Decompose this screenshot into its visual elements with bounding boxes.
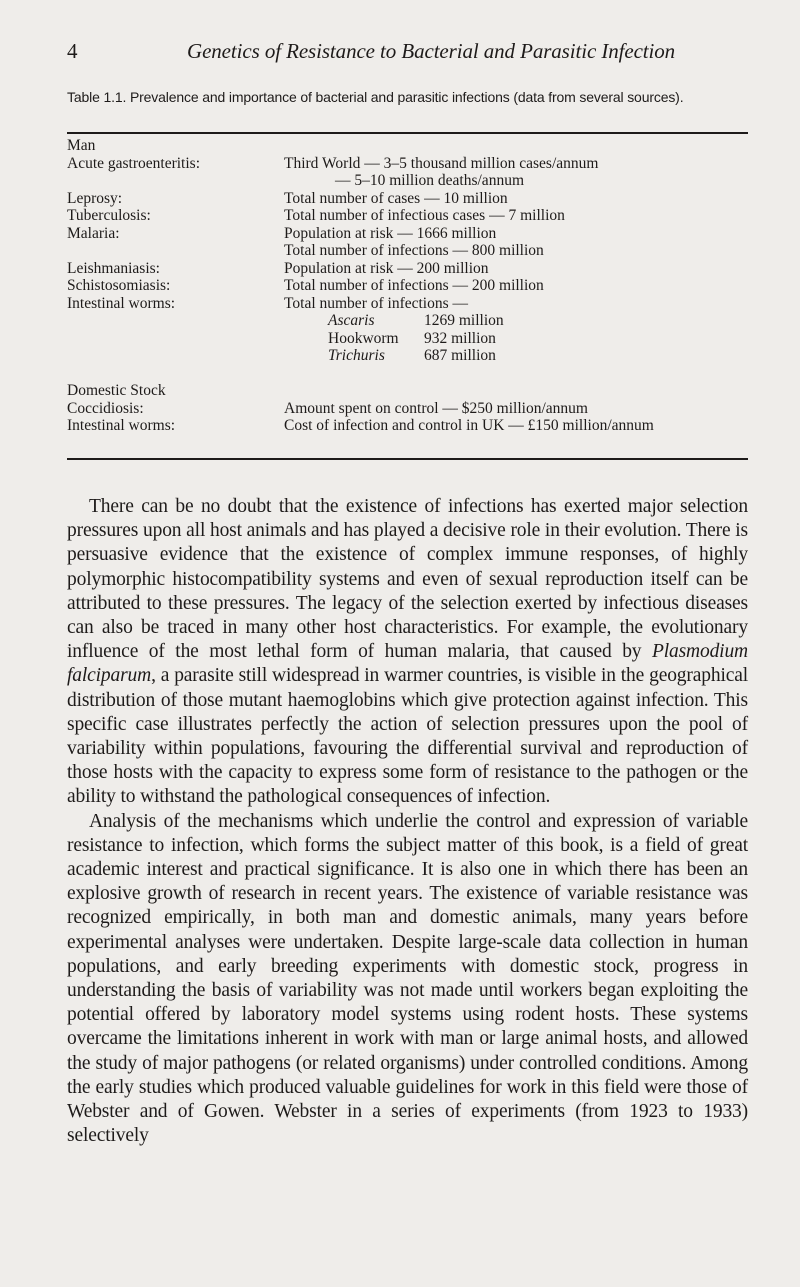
sub-row-name: Ascaris [328, 312, 375, 329]
table-bottom-rule [67, 458, 748, 460]
row-value: Total number of infectious cases — 7 million [284, 207, 565, 224]
table-row [67, 400, 757, 418]
section-heading [67, 382, 757, 400]
row-value: Total number of infections — 800 million [284, 242, 544, 259]
sub-row-ascaris [67, 312, 757, 330]
sub-row-value: 1269 million [424, 312, 504, 329]
table-row [67, 277, 757, 295]
sub-row-hookworm [67, 330, 757, 348]
table-top-rule [67, 132, 748, 134]
table-caption: Table 1.1. Prevalence and importance of bacterial and parasitic infections (data from several sources). [67, 89, 684, 105]
row-value: Population at risk — 200 million [284, 259, 489, 277]
row-value: Total number of cases — 10 million [284, 189, 508, 207]
row-label: Coccidiosis: [67, 399, 144, 417]
running-head [67, 36, 748, 66]
sub-row-value: 932 million [424, 329, 496, 347]
sub-row-name: Hookworm [328, 329, 399, 347]
sub-row-name: Trichuris [328, 347, 385, 364]
row-label: Leishmaniasis: [67, 259, 160, 277]
paragraph-2: Analysis of the mechanisms which underlie the control and expression of variable resistance to infection, which forms the subject matter of this book, is a field of great academic interest and practical significance. It is also one in which there has been an explosive growth of research in recent years. The existence of variable resistance was recognized empirically, in both man and domestic animals, many years before experimental analyses were undertaken. Despite large-scale data collection in human populations, and early breeding experiments with domestic stock, progress in understanding the basis of variability was not made until workers began exploiting the potential offered by laboratory model systems using rodent hosts. These systems overcame the limitations inherent in work with man or large animal hosts, and allowed the study of major pathogens (or related organisms) under controlled conditions. Among the early studies which produced valuable guidelines for work in this field were those of Webster and of Gowen. Webster in a series of experiments (from 1923 to 1933) selectively [67, 810, 748, 1147]
row-value: Total number of infections — [284, 294, 469, 312]
row-label: Malaria: [67, 224, 120, 242]
paragraph-text: , a parasite still widespread in warmer countries, is visible in the geographical distribution of those mutant haemoglobins which give protection against infection. This specific case illustrates perfectly the action of selection pressures upon the pool of variability within populations, favouring the differential survival and reproduction of those hosts with the capacity to express some form of resistance to the pathogen or the ability to withstand the pathological consequences of infection. [67, 665, 748, 808]
section-heading-domestic-stock: Domestic Stock [67, 382, 166, 399]
table-row [67, 260, 757, 278]
sub-row-trichuris [67, 347, 757, 365]
row-value: Third World — 3–5 thousand million cases/annum [284, 154, 599, 172]
table-row [67, 155, 757, 173]
paragraph-text: There can be no doubt that the existence of infections has exerted major selection pressures upon all host animals and has played a decisive role in their evolution. There is persuasive evidence that the existence of complex immune responses, of highly polymorphic histocompatibility systems and even of sexual reproduction itself can be attributed to these pressures. The legacy of the selection exerted by infectious diseases can also be traced in many other host characteristics. For example, the evolutionary influence of the most lethal form of human malaria, that caused by [67, 496, 748, 663]
row-value: Amount spent on control — $250 million/annum [284, 399, 588, 417]
table-row [67, 207, 757, 225]
row-label: Acute gastroenteritis: [67, 154, 200, 172]
row-value: Cost of infection and control in UK — £150 million/annum [284, 417, 654, 434]
row-label: Schistosomiasis: [67, 277, 171, 294]
row-label: Leprosy: [67, 189, 123, 207]
row-value: Population at risk — 1666 million [284, 224, 497, 242]
row-value: — 5–10 million deaths/annum [335, 172, 524, 189]
row-label: Intestinal worms: [67, 417, 176, 434]
table-row [67, 225, 757, 243]
table-row-continuation [67, 172, 757, 190]
page-number: 4 [67, 39, 78, 63]
sub-row-value: 687 million [424, 347, 496, 364]
table-row-continuation [67, 242, 757, 260]
section-heading [67, 137, 757, 155]
paragraph-1 [67, 495, 748, 810]
table-row [67, 417, 757, 435]
prevalence-table [67, 137, 757, 435]
table-row [67, 190, 757, 208]
running-title: Genetics of Resistance to Bacterial and Parasitic Infection [187, 39, 676, 63]
section-heading-man: Man [67, 137, 96, 154]
body-text [67, 495, 748, 1148]
species-name: Plasmodium falciparum [67, 641, 748, 687]
table-row [67, 295, 757, 313]
row-label: Intestinal worms: [67, 294, 176, 312]
section-spacer [67, 365, 757, 383]
row-value: Total number of infections — 200 million [284, 277, 544, 294]
row-label: Tuberculosis: [67, 207, 151, 224]
